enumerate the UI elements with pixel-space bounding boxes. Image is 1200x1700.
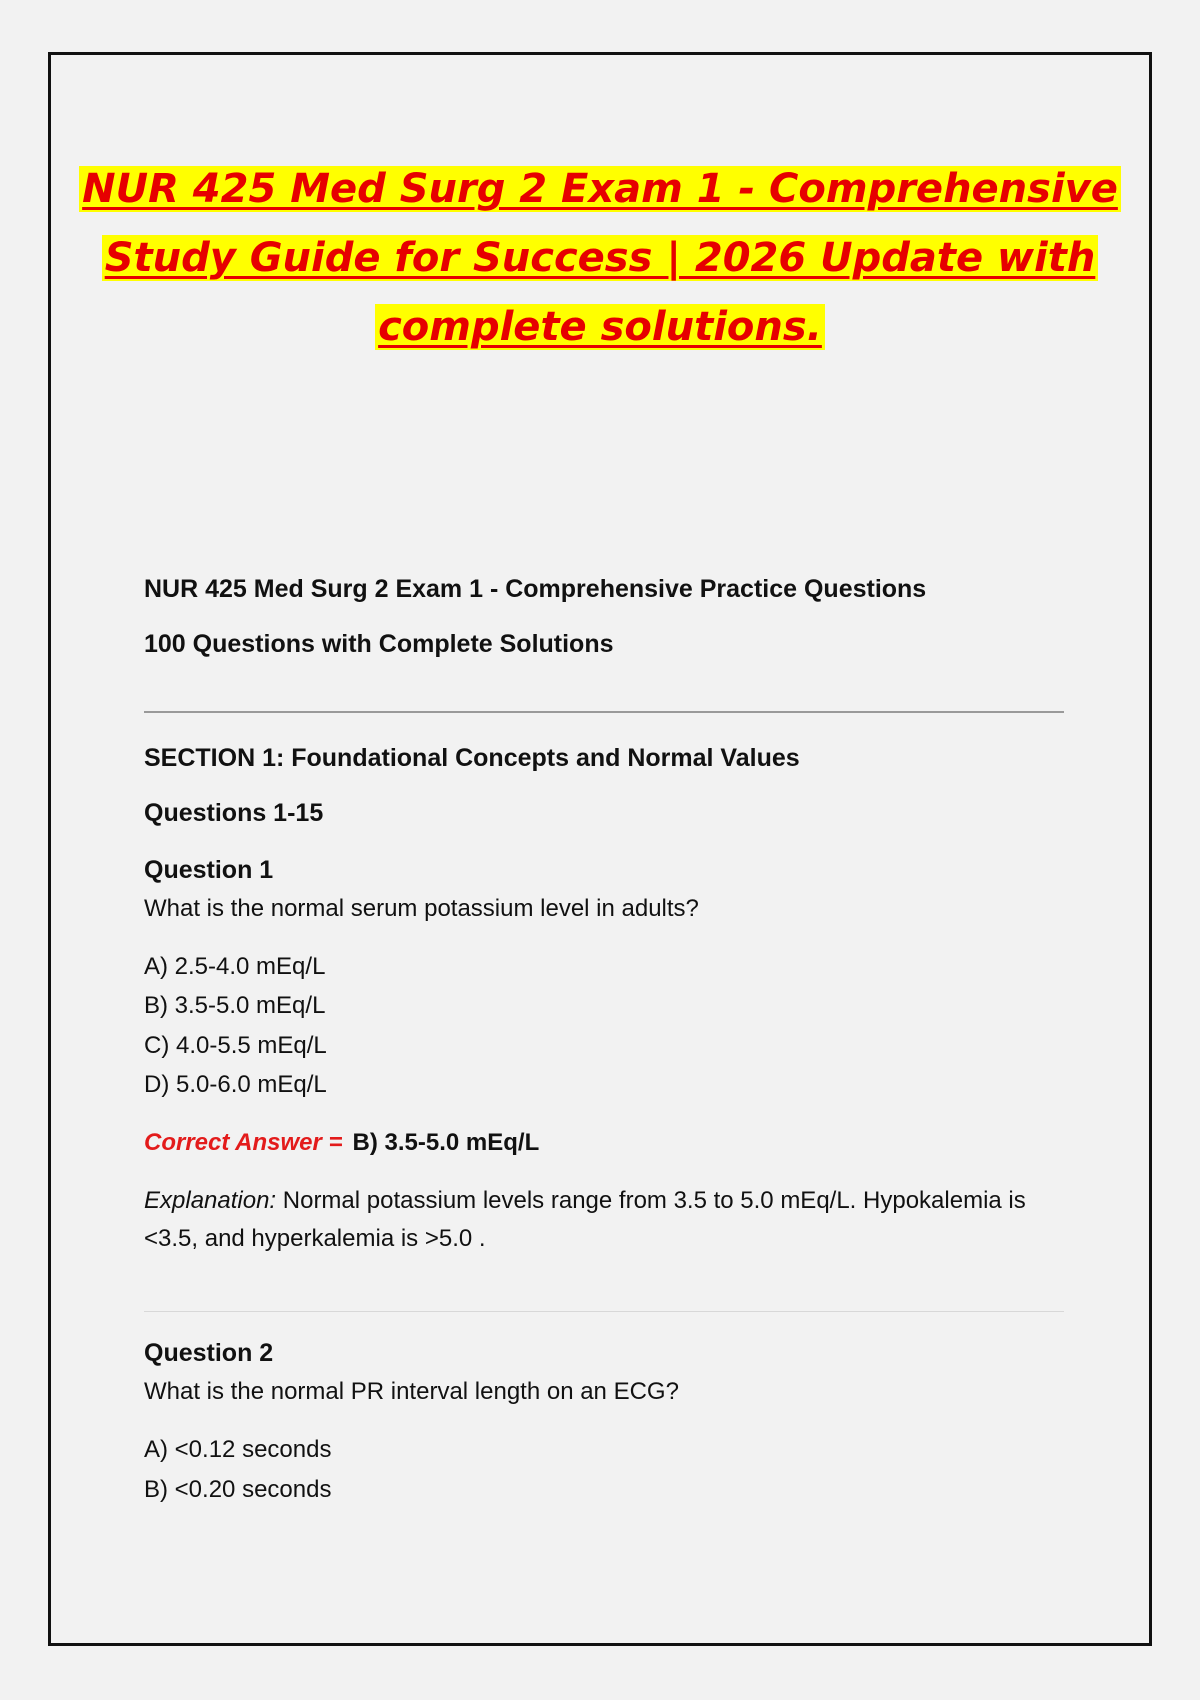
question-divider (144, 1311, 1064, 1312)
section-range: Questions 1-15 (144, 799, 324, 827)
question-1-text: What is the normal serum potassium level in adults? (144, 895, 699, 922)
document-page (48, 52, 1152, 1646)
question-2-label: Question 2 (144, 1339, 274, 1367)
title-line-1: NUR 425 Med Surg 2 Exam 1 - Comprehensive (79, 166, 1121, 212)
document-heading: NUR 425 Med Surg 2 Exam 1 - Comprehensive Practice Questions (144, 575, 927, 603)
question-2-option-a: A) <0.12 seconds (144, 1436, 332, 1463)
question-1-answer (144, 1124, 539, 1162)
question-2-option-b: B) <0.20 seconds (144, 1476, 332, 1503)
title-line-3: complete solutions. (375, 304, 825, 350)
question-1-option-d: D) 5.0-6.0 mEq/L (144, 1071, 327, 1098)
title-line-2: Study Guide for Success | 2026 Update with (102, 235, 1099, 281)
section-title: SECTION 1: Foundational Concepts and Normal Values (144, 744, 800, 772)
correct-answer-label: Correct Answer = (144, 1129, 343, 1156)
question-1-explanation (144, 1182, 1064, 1258)
correct-answer-value: B) 3.5-5.0 mEq/L (352, 1129, 540, 1156)
section-divider (144, 711, 1064, 713)
explanation-label: Explanation: (144, 1187, 277, 1214)
explanation-text: Normal potassium levels range from 3.5 to 5.0 mEq/L. Hypokalemia is <3.5, and hyperkalemia is >5.0 . (144, 1187, 1026, 1252)
question-1-option-a: A) 2.5-4.0 mEq/L (144, 953, 326, 980)
question-1-option-c: C) 4.0-5.5 mEq/L (144, 1032, 327, 1059)
question-1-label: Question 1 (144, 856, 274, 884)
question-1-option-b: B) 3.5-5.0 mEq/L (144, 992, 326, 1019)
question-2-text: What is the normal PR interval length on an ECG? (144, 1378, 679, 1405)
document-title (51, 155, 1149, 362)
document-subheading: 100 Questions with Complete Solutions (144, 630, 614, 658)
